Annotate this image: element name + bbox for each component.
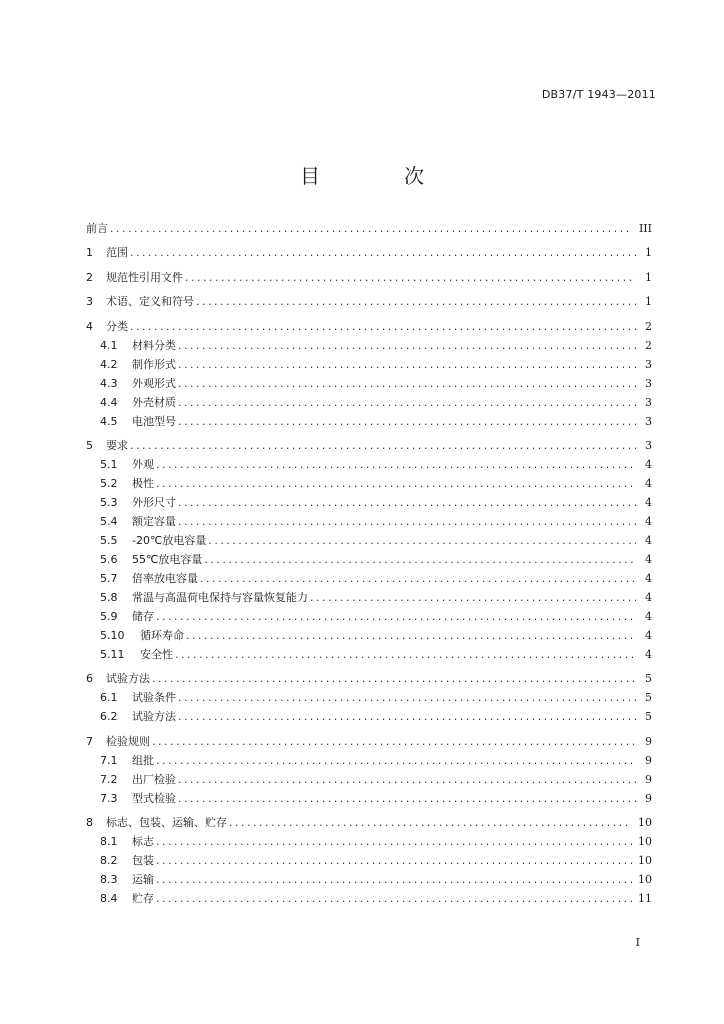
dot-leader [310,591,636,604]
dot-leader [178,496,636,509]
dot-leader [200,572,636,585]
toc-subentry[interactable] [86,456,652,475]
toc-entry-title: 分类 [106,319,128,333]
toc-entry-title: 标志、包装、运输、贮存 [106,816,227,830]
toc-entry-page: 9 [645,772,652,786]
toc-subentry[interactable] [86,513,652,532]
toc-entry-title: 外壳材质 [132,395,176,409]
toc-entry-title: 常温与高温荷电保持与容量恢复能力 [132,590,308,604]
toc-entry-title: 极性 [132,476,154,490]
toc-entry[interactable] [86,244,652,263]
table-of-contents [86,220,652,909]
toc-entry-number: 1 [86,246,93,260]
toc-subentry[interactable] [86,394,652,413]
toc-subentry[interactable] [86,689,652,708]
toc-entry-page: 3 [645,357,652,371]
toc-subentry[interactable] [86,494,652,513]
toc-entry-title: 循环寿命 [140,628,184,642]
toc-subentry[interactable] [86,627,652,646]
toc-entry-number: 4 [86,319,93,333]
toc-entry-number: 5.7 [100,571,118,585]
toc-entry-page: 11 [638,892,652,906]
toc-entry-number: 5.9 [100,609,118,623]
toc-entry-page: 9 [645,753,652,767]
toc-entry-page: 4 [645,552,652,566]
toc-subentry[interactable] [86,532,652,551]
dot-leader [156,754,636,767]
toc-entry-page: 5 [645,710,652,724]
toc-subentry[interactable] [86,337,652,356]
toc-entry-page: 4 [645,571,652,585]
toc-subentry[interactable] [86,475,652,494]
dot-leader [185,271,636,284]
toc-entry-title: 出厂检验 [132,772,176,786]
toc-entry-title: 试验方法 [132,710,176,724]
toc-entry-number: 4.1 [100,338,118,352]
toc-entry-number: 5.6 [100,552,118,566]
toc-entry-page: 4 [645,590,652,604]
toc-entry-page: 4 [645,514,652,528]
toc-entry-title: 贮存 [132,892,154,906]
toc-subentry[interactable] [86,375,652,394]
toc-entry-title: 试验条件 [132,691,176,705]
toc-subentry[interactable] [86,570,652,589]
dot-leader [178,339,636,352]
toc-entry-number: 8.2 [100,854,118,868]
toc-entry-title: 安全性 [140,647,173,661]
page-number: I [635,936,640,949]
toc-entry[interactable] [86,437,652,456]
dot-leader [130,320,636,333]
toc-entry-number: 7.2 [100,772,118,786]
toc-entry-title: 储存 [132,609,154,623]
toc-entry-number: 8.1 [100,835,118,849]
toc-entry[interactable] [86,733,652,752]
toc-entry-number: 8.4 [100,892,118,906]
toc-entry-title: 运输 [132,873,154,887]
toc-entry-page: 4 [645,647,652,661]
toc-entry[interactable] [86,269,652,288]
toc-entry[interactable] [86,318,652,337]
toc-entry-title: 术语、定义和符号 [106,295,194,309]
toc-subentry[interactable] [86,356,652,375]
toc-entry-page: 9 [645,734,652,748]
toc-entry-number: 7.3 [100,791,118,805]
toc-entry-number: 4.5 [100,414,118,428]
toc-entry-page: 4 [645,628,652,642]
toc-entry-page: 9 [645,791,652,805]
toc-entry-page: 1 [645,295,652,309]
toc-entry-page: 3 [645,376,652,390]
toc-entry-page: 1 [645,246,652,260]
toc-entry-title: 外观形式 [132,376,176,390]
toc-subentry[interactable] [86,413,652,432]
toc-entry-title: 制作形式 [132,357,176,371]
toc-subentry[interactable] [86,608,652,627]
toc-entry-title: 电池型号 [132,414,176,428]
toc-entry-title: 外观 [132,457,154,471]
toc-subentry[interactable] [86,551,652,570]
toc-entry-title: 范围 [106,246,128,260]
toc-entry-number: 5.1 [100,457,118,471]
dot-leader [156,477,636,490]
toc-entry-page: 5 [645,672,652,686]
toc-entry-page: 3 [645,438,652,452]
toc-entry-number: 8 [86,816,93,830]
toc-entry-title: 材料分类 [132,338,176,352]
toc-subentry[interactable] [86,790,652,809]
toc-subentry[interactable] [86,852,652,871]
dot-leader [130,439,636,452]
dot-leader [208,534,636,547]
toc-entry-title: 标志 [132,835,154,849]
toc-entry-number: 7 [86,734,93,748]
toc-subentry[interactable] [86,646,652,665]
toc-entry-title: 型式检验 [132,791,176,805]
toc-subentry[interactable] [86,771,652,790]
dot-leader [178,710,636,723]
dot-leader [156,458,636,471]
dot-leader [178,415,636,428]
toc-entry-page: 4 [645,476,652,490]
toc-entry-number: 2 [86,270,93,284]
toc-entry-number: 7.1 [100,753,118,767]
dot-leader [186,629,636,642]
toc-entry[interactable] [86,814,652,833]
dot-leader [196,295,636,308]
toc-entry-number: 5.3 [100,495,118,509]
dot-leader [178,773,636,786]
toc-entry-number: 5.4 [100,514,118,528]
toc-entry-page: 3 [645,414,652,428]
toc-entry-page: 10 [638,873,652,887]
toc-entry-page: III [638,222,652,235]
toc-entry-title: 检验规则 [106,734,150,748]
toc-entry-number: 5 [86,438,93,452]
dot-leader [175,648,636,661]
toc-entry-page: 3 [645,395,652,409]
dot-leader [178,377,636,390]
toc-entry-page: 4 [645,533,652,547]
toc-entry-number: 5.2 [100,476,118,490]
toc-subentry[interactable] [86,871,652,890]
dot-leader [178,515,636,528]
toc-entry-page: 4 [645,457,652,471]
toc-entry-title: 包装 [132,854,154,868]
toc-entry-title: 外形尺寸 [132,495,176,509]
dot-leader [110,222,633,235]
toc-entry-number: 8.3 [100,873,118,887]
toc-subentry[interactable] [86,589,652,608]
dot-leader [178,396,636,409]
dot-leader [156,610,636,623]
dot-leader [204,553,636,566]
toc-entry[interactable] [86,670,652,689]
toc-entry-title: 倍率放电容量 [132,571,198,585]
toc-entry-title: 要求 [106,438,128,452]
document-code: DB37/T 1943—2011 [541,88,656,101]
toc-entry-page: 10 [638,816,652,830]
toc-entry-title: 规范性引用文件 [106,270,183,284]
toc-subentry[interactable] [86,890,652,909]
dot-leader [156,892,632,905]
toc-entry-number: 3 [86,295,93,309]
dot-leader [152,735,636,748]
toc-entry-page: 4 [645,495,652,509]
toc-entry-number: 5.5 [100,533,118,547]
dot-leader [156,835,632,848]
toc-entry-page: 10 [638,854,652,868]
toc-entry-number: 4.3 [100,376,118,390]
dot-leader [152,672,636,685]
toc-entry[interactable] [86,220,652,239]
toc-entry-number: 6.1 [100,691,118,705]
dot-leader [156,854,632,867]
dot-leader [178,691,636,704]
toc-entry-title: 额定容量 [132,514,176,528]
toc-entry[interactable] [86,293,652,312]
toc-entry-title: 55℃放电容量 [132,552,203,566]
toc-entry-number: 6 [86,672,93,686]
toc-entry-number: 6.2 [100,710,118,724]
toc-subentry[interactable] [86,708,652,727]
toc-entry-page: 2 [645,338,652,352]
page-title: 目 次 [300,164,456,188]
toc-entry-title: 前言 [86,222,108,235]
dot-leader [229,816,632,829]
toc-entry-number: 5.10 [100,628,125,642]
dot-leader [156,873,632,886]
toc-entry-page: 10 [638,835,652,849]
toc-subentry[interactable] [86,833,652,852]
toc-entry-title: -20℃放电容量 [132,533,207,547]
dot-leader [130,246,636,259]
toc-entry-number: 4.2 [100,357,118,371]
toc-entry-number: 4.4 [100,395,118,409]
toc-entry-number: 5.8 [100,590,118,604]
dot-leader [178,358,636,371]
toc-entry-page: 4 [645,609,652,623]
toc-entry-title: 试验方法 [106,672,150,686]
toc-entry-title: 组批 [132,753,154,767]
toc-entry-page: 5 [645,691,652,705]
dot-leader [178,792,636,805]
toc-entry-page: 2 [645,319,652,333]
toc-subentry[interactable] [86,752,652,771]
toc-entry-number: 5.11 [100,647,125,661]
toc-entry-page: 1 [645,270,652,284]
